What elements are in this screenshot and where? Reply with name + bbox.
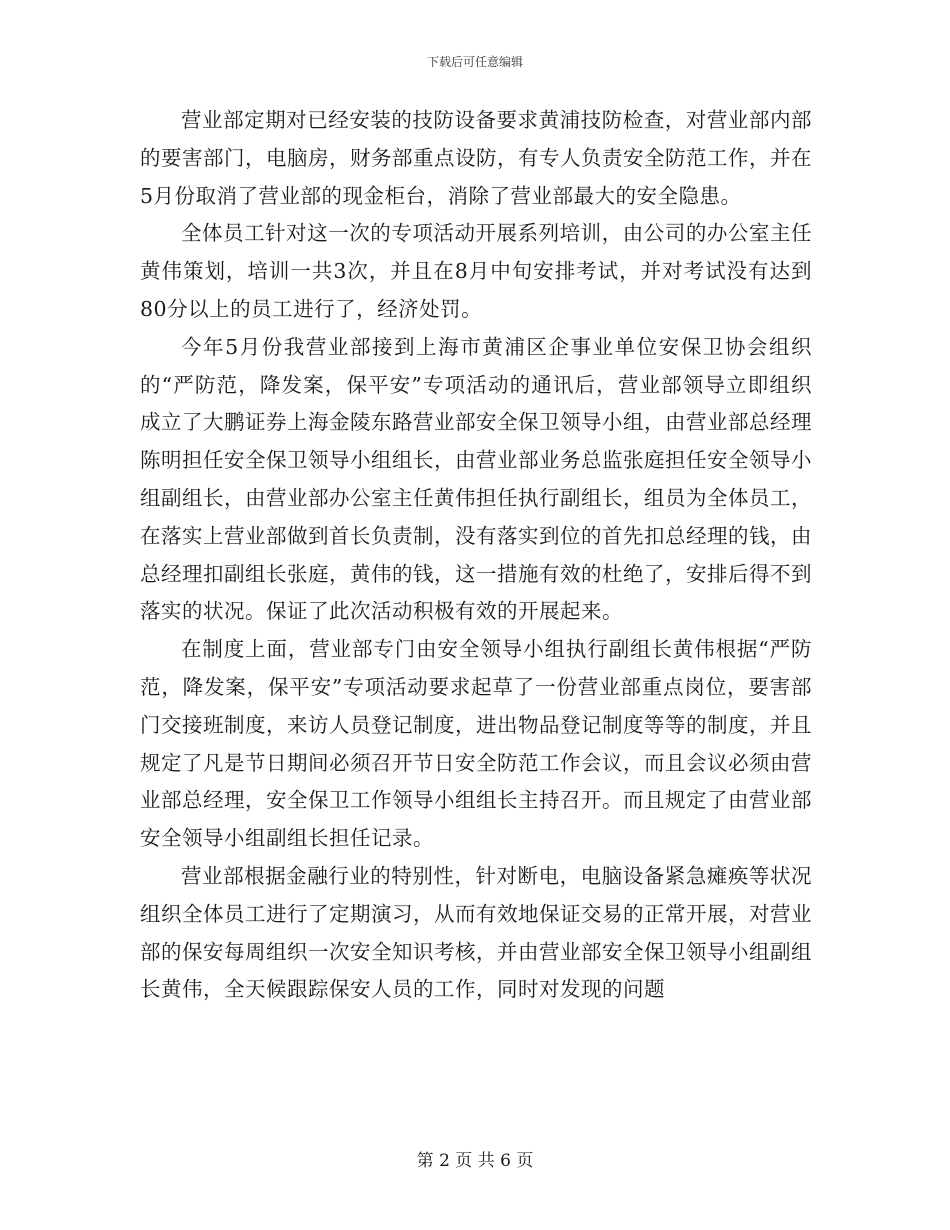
- paragraph-5: 营业部根据金融行业的特别性，针对断电，电脑设备紧急瘫痪等状况组织全体员工进行了定期演习，从而有效地保证交易的正常开展，对营业部的保安每周组织一次安全知识考核，并由营业部安全保卫领导小组副组长黄伟，全天候跟踪保安人员的工作，同时对发现的问题: [140, 863, 812, 1002]
- paragraph-2: 全体员工针对这一次的专项活动开展系列培训，由公司的办公室主任黄伟策划，培训一共3次，并且在8月中旬安排考试，并对考试没有达到80分以上的员工进行了，经济处罚。: [140, 221, 812, 321]
- document-body: [140, 102, 812, 1009]
- page-header-note: 下载后可任意编辑: [426, 55, 523, 69]
- paragraph-1: 营业部定期对已经安装的技防设备要求黄浦技防检查，对营业部内部的要害部门，电脑房，财务部重点设防，有专人负责安全防范工作，并在5月份取消了营业部的现金柜台，消除了营业部最大的安全隐患。: [140, 108, 812, 208]
- paragraph-3: 今年5月份我营业部接到上海市黄浦区企事业单位安保卫协会组织的“严防范，降发案，保平安”专项活动的通讯后，营业部领导立即组织成立了大鹏证券上海金陵东路营业部安全保卫领导小组，由营业部总经理陈明担任安全保卫领导小组组长，由营业部业务总监张庭担任安全领导小组副组长，由营业部办公室主任黄伟担任执行副组长，组员为全体员工，在落实上营业部做到首长负责制，没有落实到位的首先扣总经理的钱，由总经理扣副组长张庭，黄伟的钱，这一措施有效的杜绝了，安排后得不到落实的状况。保证了此次活动积极有效的开展起来。: [140, 334, 812, 624]
- page-number-footer: 第 2 页 共 6 页: [416, 1151, 534, 1171]
- paragraph-4: 在制度上面，营业部专门由安全领导小组执行副组长黄伟根据“严防范，降发案，保平安”专项活动要求起草了一份营业部重点岗位，要害部门交接班制度，来访人员登记制度，进出物品登记制度等等的制度，并且规定了凡是节日期间必须召开节日安全防范工作会议，而且会议必须由营业部总经理，安全保卫工作领导小组组长主持召开。而且规定了由营业部安全领导小组副组长担任记录。: [140, 637, 812, 851]
